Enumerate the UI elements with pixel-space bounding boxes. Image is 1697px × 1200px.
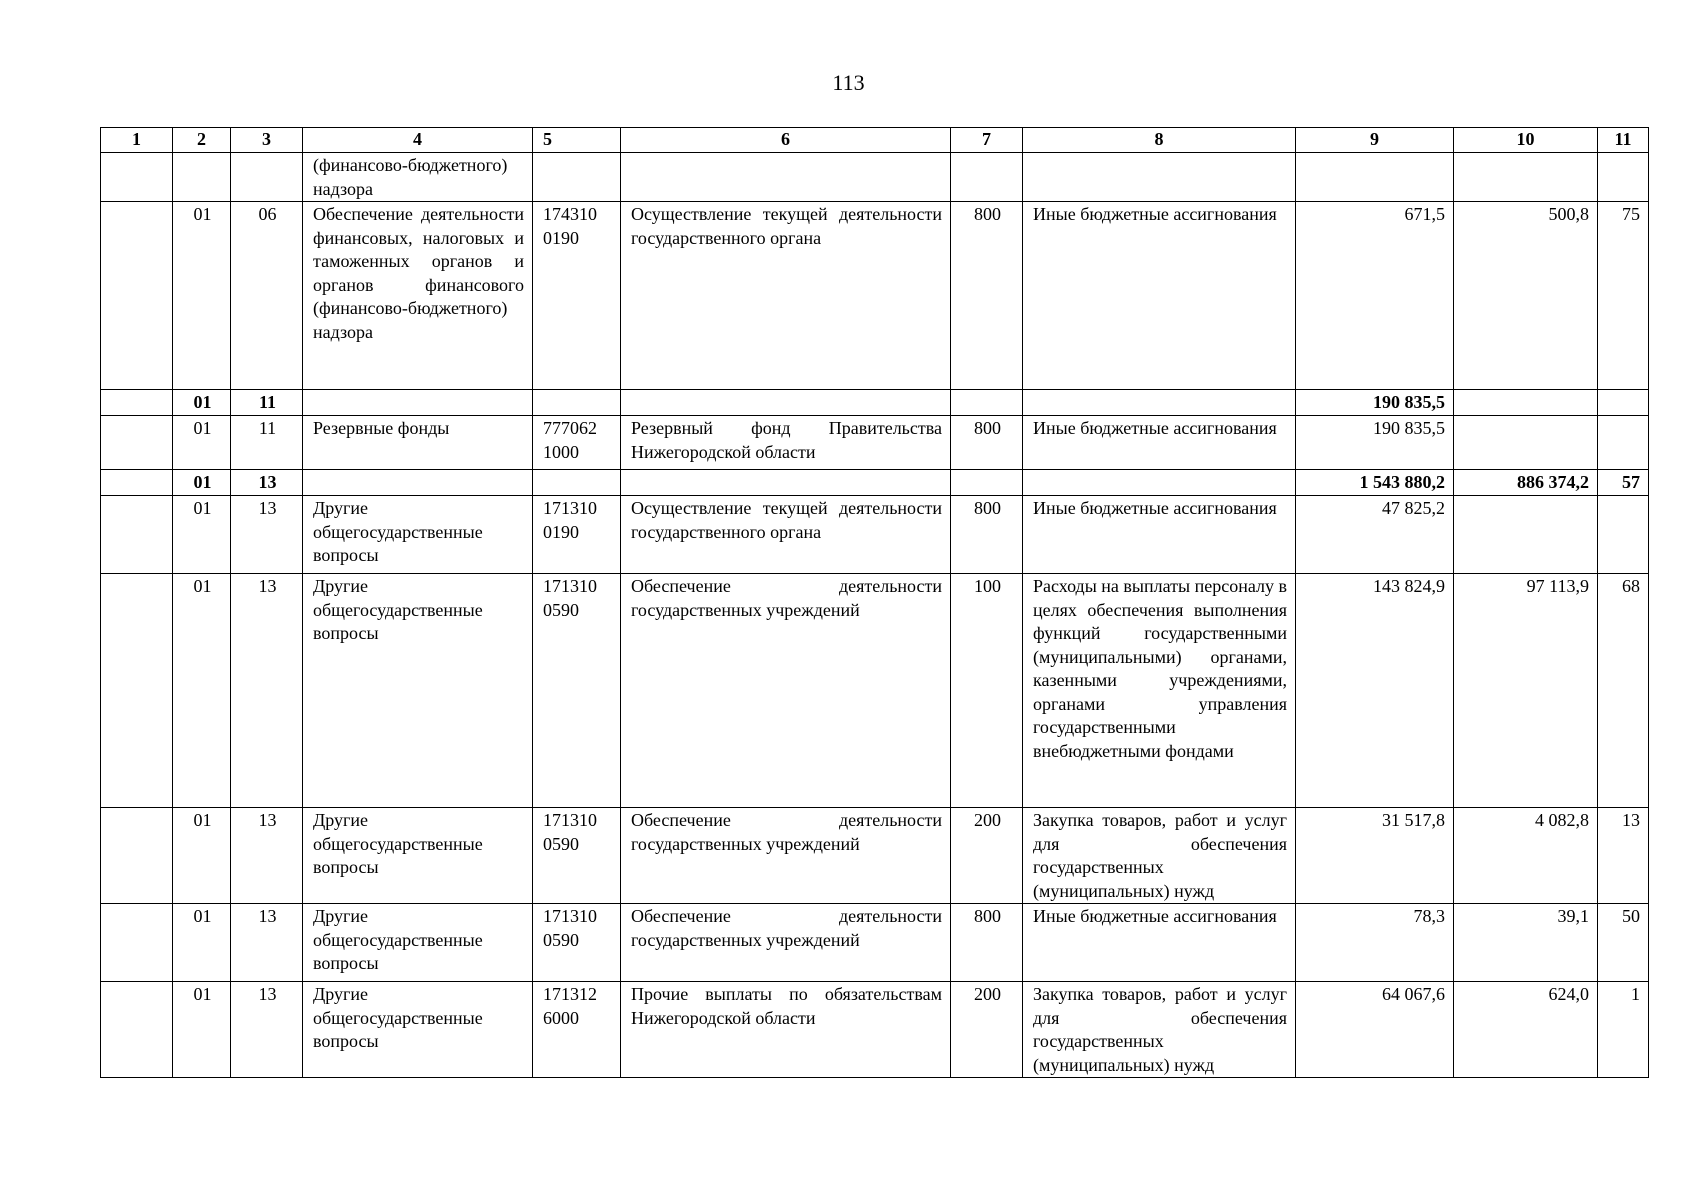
cell xyxy=(303,390,533,416)
table-row xyxy=(101,904,1649,982)
cell-text: (финансово-бюджетного) надзора xyxy=(313,155,508,199)
cell xyxy=(303,470,533,496)
cell: 31 517,8 xyxy=(1296,808,1454,904)
cell: 200 xyxy=(951,808,1023,904)
cell: 500,8 xyxy=(1454,202,1598,390)
budget-table xyxy=(100,127,1649,1078)
cell: 671,5 xyxy=(1296,202,1454,390)
cell xyxy=(951,470,1023,496)
cell xyxy=(101,390,173,416)
cell: Другие общегосударственные вопросы xyxy=(303,574,533,808)
cell xyxy=(1598,416,1649,470)
cell: 97 113,9 xyxy=(1454,574,1598,808)
cell: 57 xyxy=(1598,470,1649,496)
cell xyxy=(1598,390,1649,416)
header-cell: 6 xyxy=(621,128,951,153)
cell: 06 xyxy=(231,202,303,390)
cell: 11 xyxy=(231,390,303,416)
cell xyxy=(1598,496,1649,574)
cell: Обеспечение деятельности государственных учреждений xyxy=(621,808,951,904)
cell: 01 xyxy=(173,496,231,574)
cell: 01 xyxy=(173,202,231,390)
cell xyxy=(621,153,951,202)
cell: 78,3 xyxy=(1296,904,1454,982)
cell: 01 xyxy=(173,390,231,416)
cell xyxy=(101,416,173,470)
cell: 777062 1000 xyxy=(533,416,621,470)
cell: 01 xyxy=(173,574,231,808)
table-row xyxy=(101,808,1649,904)
table-header-row xyxy=(101,128,1649,153)
cell: 174310 0190 xyxy=(533,202,621,390)
cell: 47 825,2 xyxy=(1296,496,1454,574)
cell xyxy=(303,153,533,202)
header-cell: 4 xyxy=(303,128,533,153)
cell: 64 067,6 xyxy=(1296,982,1454,1078)
cell: 171312 6000 xyxy=(533,982,621,1078)
page-number: 113 xyxy=(832,70,865,95)
cell: 190 835,5 xyxy=(1296,416,1454,470)
table-row xyxy=(101,416,1649,470)
cell: 13 xyxy=(231,904,303,982)
cell: 13 xyxy=(231,808,303,904)
cell: 171310 0590 xyxy=(533,574,621,808)
cell: Иные бюджетные ассигнования xyxy=(1023,416,1296,470)
cell xyxy=(1023,153,1296,202)
cell: 13 xyxy=(231,982,303,1078)
cell xyxy=(533,153,621,202)
cell xyxy=(1454,153,1598,202)
cell: 01 xyxy=(173,808,231,904)
cell: 13 xyxy=(231,496,303,574)
subtotal-row xyxy=(101,390,1649,416)
cell: Расходы на выплаты персоналу в целях обеспечения выполнения функций государственными (муниципальными) органами, казенными учреждениями, органами управления государственными внебюджетными фондами xyxy=(1023,574,1296,808)
cell: Другие общегосударственные вопросы xyxy=(303,982,533,1078)
cell: Осуществление текущей деятельности государственного органа xyxy=(621,202,951,390)
cell xyxy=(101,496,173,574)
cell xyxy=(533,390,621,416)
header-cell: 3 xyxy=(231,128,303,153)
header-cell: 9 xyxy=(1296,128,1454,153)
cell: 75 xyxy=(1598,202,1649,390)
cell: 68 xyxy=(1598,574,1649,808)
cell xyxy=(621,390,951,416)
cell: Иные бюджетные ассигнования xyxy=(1023,904,1296,982)
cell: Иные бюджетные ассигнования xyxy=(1023,202,1296,390)
cell: 01 xyxy=(173,416,231,470)
cell: 143 824,9 xyxy=(1296,574,1454,808)
cell xyxy=(1454,390,1598,416)
cell: 800 xyxy=(951,416,1023,470)
table-row xyxy=(101,153,1649,202)
cell: 624,0 xyxy=(1454,982,1598,1078)
cell: 800 xyxy=(951,202,1023,390)
table-row xyxy=(101,202,1649,390)
cell: Закупка товаров, работ и услуг для обеспечения государственных (муниципальных) нужд xyxy=(1023,982,1296,1078)
cell xyxy=(1454,496,1598,574)
cell: Обеспечение деятельности государственных учреждений xyxy=(621,574,951,808)
cell: Закупка товаров, работ и услуг для обеспечения государственных (муниципальных) нужд xyxy=(1023,808,1296,904)
cell xyxy=(951,153,1023,202)
cell xyxy=(231,153,303,202)
cell: 01 xyxy=(173,904,231,982)
header-cell: 10 xyxy=(1454,128,1598,153)
cell: 13 xyxy=(231,574,303,808)
cell xyxy=(101,202,173,390)
cell: 200 xyxy=(951,982,1023,1078)
cell xyxy=(101,470,173,496)
cell: Другие общегосударственные вопросы xyxy=(303,496,533,574)
cell xyxy=(1296,153,1454,202)
cell: 886 374,2 xyxy=(1454,470,1598,496)
cell: 1 543 880,2 xyxy=(1296,470,1454,496)
table-row xyxy=(101,496,1649,574)
cell: Обеспечение деятельности государственных учреждений xyxy=(621,904,951,982)
subtotal-row xyxy=(101,470,1649,496)
cell xyxy=(173,153,231,202)
cell: 100 xyxy=(951,574,1023,808)
cell: Другие общегосударственные вопросы xyxy=(303,808,533,904)
cell xyxy=(1023,390,1296,416)
cell: 171310 0190 xyxy=(533,496,621,574)
header-cell: 11 xyxy=(1598,128,1649,153)
cell: Резервные фонды xyxy=(303,416,533,470)
cell xyxy=(1598,153,1649,202)
cell: 800 xyxy=(951,904,1023,982)
cell xyxy=(101,982,173,1078)
cell: Осуществление текущей деятельности государственного органа xyxy=(621,496,951,574)
cell: 01 xyxy=(173,982,231,1078)
cell: 171310 0590 xyxy=(533,808,621,904)
cell xyxy=(951,390,1023,416)
cell xyxy=(1023,470,1296,496)
cell: Другие общегосударственные вопросы xyxy=(303,904,533,982)
cell: Обеспечение деятельности финансовых, налоговых и таможенных органов и органов финансового (финансово-бюджетного) надзора xyxy=(303,202,533,390)
cell xyxy=(101,574,173,808)
cell: 13 xyxy=(1598,808,1649,904)
cell: Иные бюджетные ассигнования xyxy=(1023,496,1296,574)
header-cell: 2 xyxy=(173,128,231,153)
cell: Резервный фонд Правительства Нижегородской области xyxy=(621,416,951,470)
header-cell: 1 xyxy=(101,128,173,153)
header-cell: 5 xyxy=(533,128,621,153)
cell: 01 xyxy=(173,470,231,496)
table-row xyxy=(101,574,1649,808)
cell xyxy=(1454,416,1598,470)
cell xyxy=(533,470,621,496)
cell xyxy=(101,153,173,202)
cell: Прочие выплаты по обязательствам Нижегородской области xyxy=(621,982,951,1078)
cell: 11 xyxy=(231,416,303,470)
header-cell: 7 xyxy=(951,128,1023,153)
table-row xyxy=(101,982,1649,1078)
cell: 1 xyxy=(1598,982,1649,1078)
cell xyxy=(621,470,951,496)
header-cell: 8 xyxy=(1023,128,1296,153)
cell: 50 xyxy=(1598,904,1649,982)
cell xyxy=(101,904,173,982)
cell: 39,1 xyxy=(1454,904,1598,982)
cell: 13 xyxy=(231,470,303,496)
cell xyxy=(101,808,173,904)
cell: 4 082,8 xyxy=(1454,808,1598,904)
cell: 800 xyxy=(951,496,1023,574)
cell: 190 835,5 xyxy=(1296,390,1454,416)
cell: 171310 0590 xyxy=(533,904,621,982)
